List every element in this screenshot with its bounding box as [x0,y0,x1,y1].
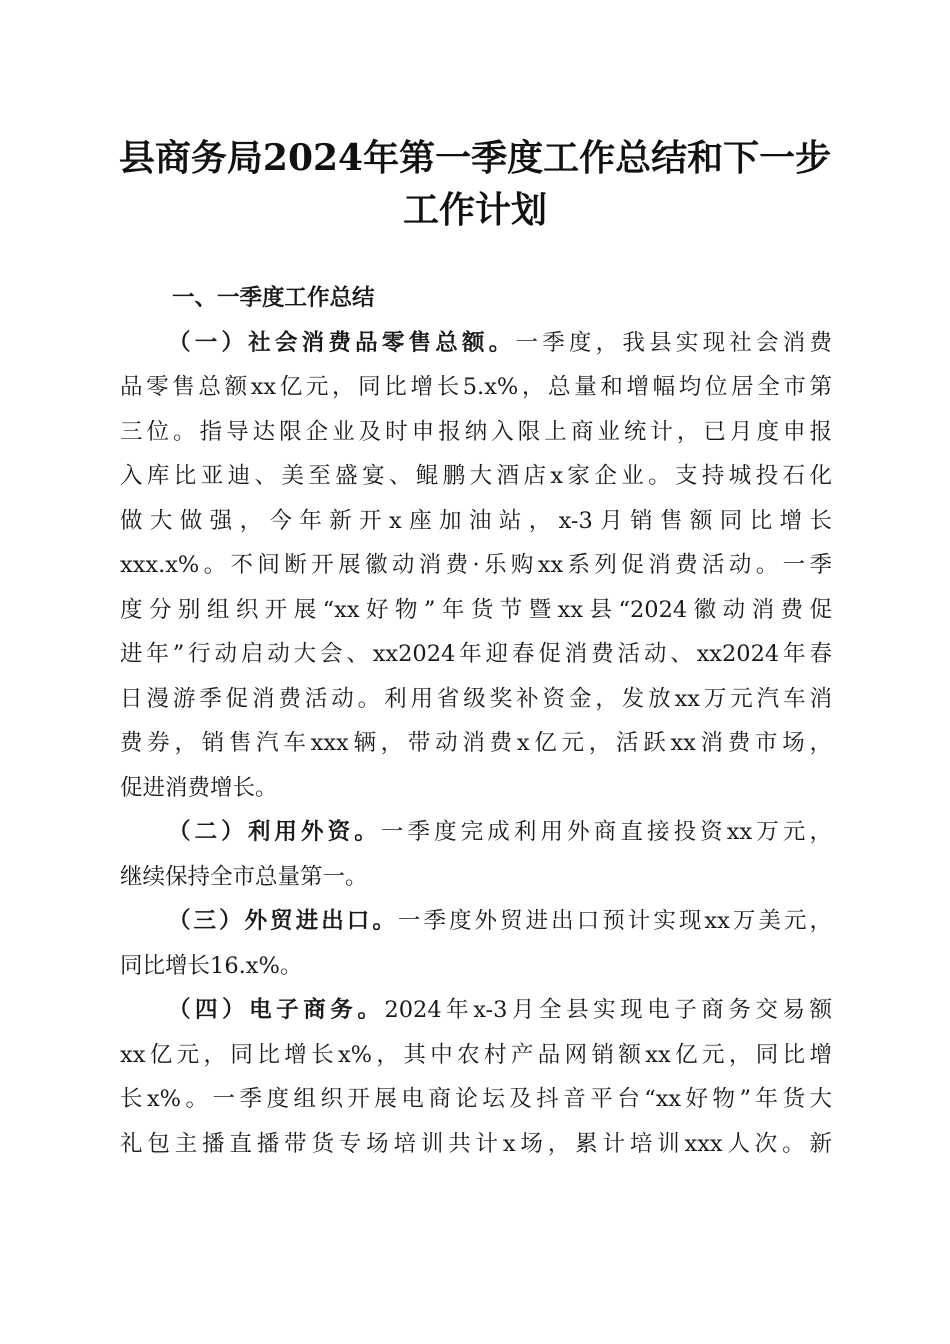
paragraph-4-line: 长x%。一季度组织开展电商论坛及抖音平台“xx好物”年货大 [120,1086,832,1112]
paragraph-4-text: 2024年x-3月全县实现电子商务交易额 [384,997,832,1023]
section-heading: 一、一季度工作总结 [172,285,375,311]
paragraph-1-line: 日漫游季促消费活动。利用省级奖补资金，发放xx万元汽车消 [120,685,832,712]
paragraph-1-line: 三位。指导达限企业及时申报纳入限上商业统计，已月度申报 [120,418,832,445]
paragraph-1-line: 品零售总额xx亿元，同比增长5.x%，总量和增幅均位居全市第 [120,374,832,400]
paragraph-1-label: （一）社会消费品零售总额。 [168,329,516,356]
paragraph-1-line: 做大做强，今年新开x座加油站，x-3月销售额同比增长 [120,507,832,534]
paragraph-1-line: 度分别组织开展“xx好物”年货节暨xx县“2024徽动消费促 [120,596,832,623]
paragraph-4-line [120,988,832,1033]
paragraph-1-line: xxx.x%。不间断开展徽动消费·乐购xx系列促消费活动。一季 [120,552,832,578]
paragraph-1-text: 一季度，我县实现社会消费 [515,329,832,356]
paragraph-4-line: xx亿元，同比增长x%，其中农村产品网销额xx亿元，同比增 [120,1041,832,1068]
paragraph-3-line: 同比增长16.x%。 [120,952,303,979]
document-body [120,276,832,1166]
paragraph-4-line: 礼包主播直播带货专场培训共计x场，累计培训xxx人次。新 [120,1130,832,1157]
paragraph-2-label: （二）利用外资。 [168,819,381,845]
paragraph-3-label: （三）外贸进出口。 [168,908,398,934]
paragraph-2-line: 继续保持全市总量第一。 [120,863,368,890]
paragraph-1-line [120,321,832,366]
document-title [60,132,890,236]
title-line-2: 工作计划 [402,189,547,231]
paragraph-3-line [120,899,832,944]
title-line-1: 县商务局2024年第一季度工作总结和下一步 [118,137,832,179]
paragraph-1-line: 促进消费增长。 [120,774,278,801]
paragraph-1-line: 费券，销售汽车xxx辆，带动消费x亿元，活跃xx消费市场， [120,730,832,756]
paragraph-2-text: 一季度完成利用外商直接投资xx万元， [380,819,832,845]
paragraph-2-line [120,810,832,855]
paragraph-1-line: 入库比亚迪、美至盛宴、鲲鹏大酒店x家企业。支持城投石化 [120,463,832,489]
paragraph-4-label: （四）电子商务。 [168,997,385,1023]
paragraph-3-text: 一季度外贸进出口预计实现xx万美元， [397,908,832,934]
paragraph-1-line: 进年”行动启动大会、xx2024年迎春促消费活动、xx2024年春 [120,641,832,667]
